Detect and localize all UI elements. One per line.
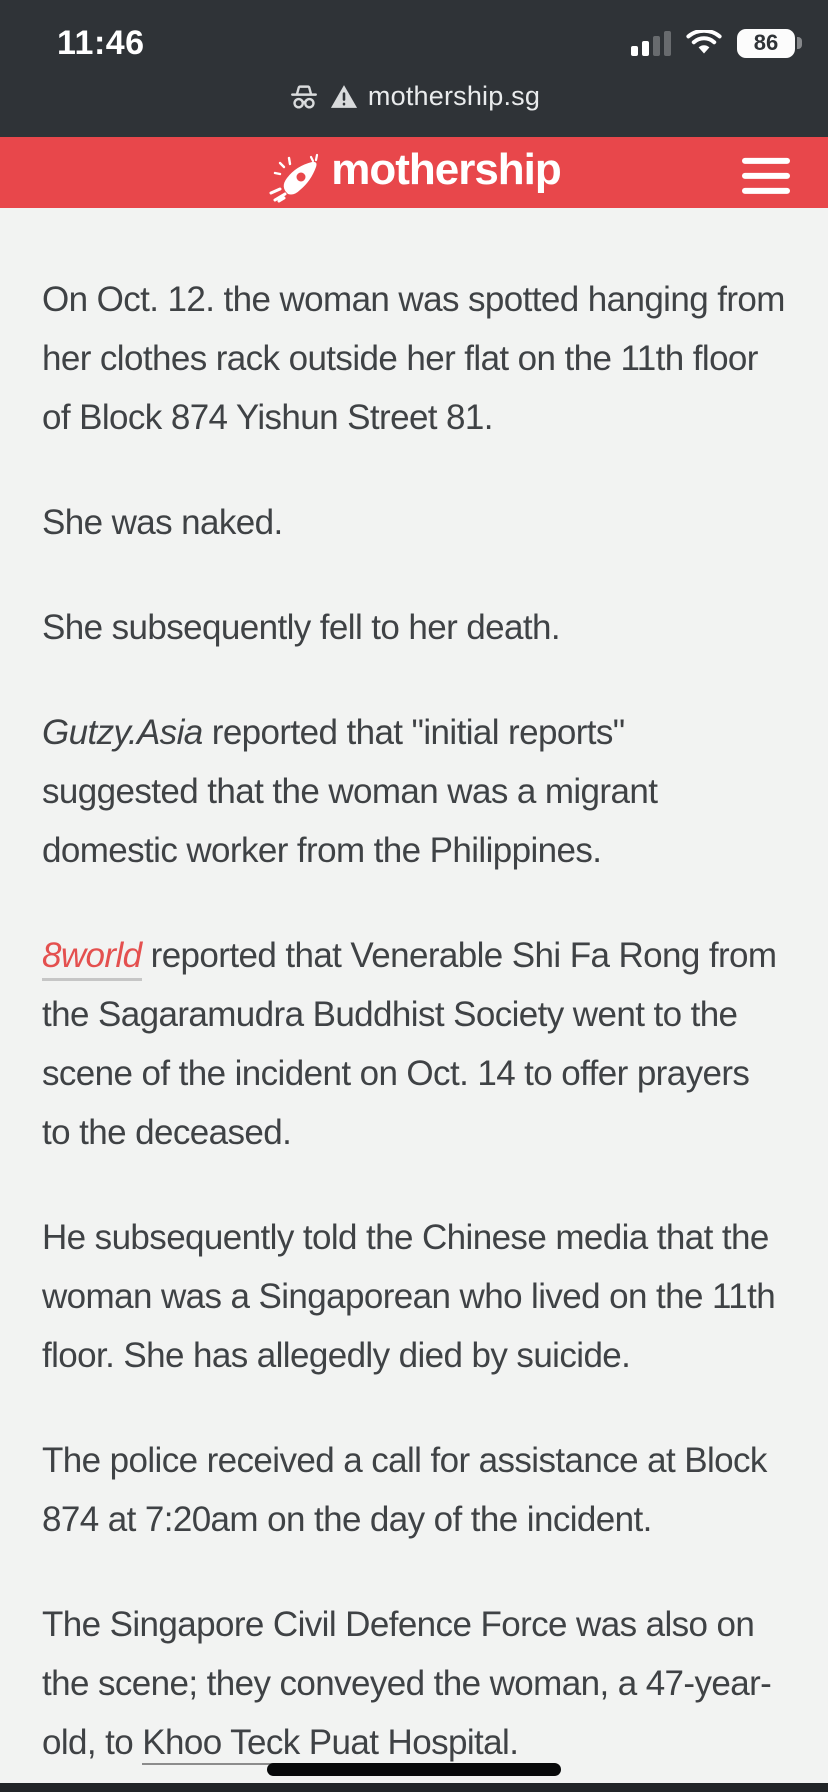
- paragraph: [42, 1431, 786, 1549]
- status-icons: [631, 29, 802, 58]
- status-bar: [0, 0, 828, 68]
- cellular-signal-icon: [631, 31, 671, 56]
- paragraph: [42, 1208, 786, 1385]
- url-domain: mothership.sg: [367, 80, 541, 111]
- logo-wordmark: mothership: [331, 145, 561, 194]
- rocket-doodle-icon: [267, 153, 327, 205]
- home-indicator[interactable]: [267, 1763, 561, 1776]
- inline-link[interactable]: Khoo Teck Puat Hospital: [142, 1723, 509, 1765]
- site-header: [0, 137, 828, 208]
- text-segment: She subsequently fell to her death.: [42, 608, 560, 647]
- text-segment: He subsequently told the Chinese media that the woman was a Singaporean who lived on the 11th floor. She has allegedly died by suicide.: [42, 1218, 776, 1375]
- text-segment: reported that Venerable Shi Fa Rong from the Sagaramudra Buddhist Society went to the scene of the incident on Oct. 14 to offer prayers to the deceased.: [42, 936, 777, 1152]
- text-segment: The Singapore Civil Defence Force was also on the scene; they conveyed the woman, a 47-year-old, to: [42, 1605, 772, 1762]
- paragraph: [42, 598, 786, 657]
- not-secure-warning-icon: [330, 84, 358, 109]
- paragraph: [42, 703, 786, 880]
- text-segment: The police received a call for assistance at Block 874 at 7:20am on the day of the incident.: [42, 1441, 767, 1539]
- clock-time: 11:46: [57, 23, 145, 62]
- paragraph: [42, 270, 786, 447]
- battery-icon: [737, 29, 802, 58]
- status-bar-area: [0, 0, 828, 137]
- paragraph: [42, 1595, 786, 1772]
- text-segment: .: [509, 1723, 519, 1762]
- text-segment: She was naked.: [42, 503, 283, 542]
- mothership-logo[interactable]: [267, 145, 561, 197]
- inline-link[interactable]: 8world: [42, 936, 142, 981]
- wifi-icon: [686, 30, 722, 56]
- url-bar[interactable]: [0, 74, 828, 118]
- paragraph: [42, 493, 786, 552]
- text-segment: reported that "initial reports" suggested that the woman was a migrant domestic worker from the Philippines.: [42, 713, 658, 870]
- article-body: [0, 208, 828, 1772]
- hamburger-menu-icon[interactable]: [742, 157, 790, 193]
- text-segment: Gutzy.Asia: [42, 713, 203, 752]
- text-segment: On Oct. 12. the woman was spotted hanging from her clothes rack outside her flat on the 11th floor of Block 874 Yishun Street 81.: [42, 280, 785, 437]
- paragraph: [42, 926, 786, 1162]
- battery-percentage: 86: [737, 29, 795, 58]
- incognito-icon: [288, 83, 320, 110]
- bottom-toolbar-edge: [0, 1783, 828, 1792]
